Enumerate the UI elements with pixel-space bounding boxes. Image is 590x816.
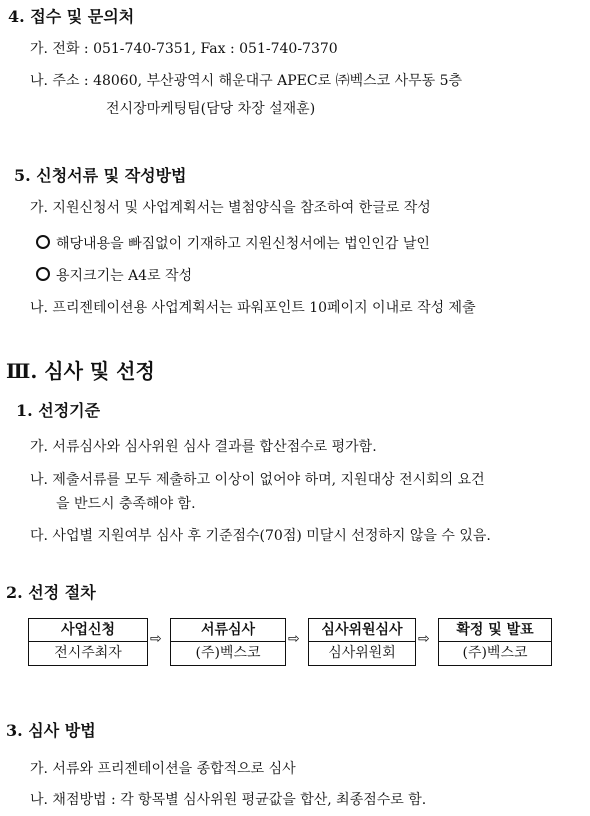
flow-step-3: [308, 618, 416, 666]
flow-step-4-title: 확정 및 발표: [439, 619, 551, 642]
criteria-line-na: 나. 제출서류를 모두 제출하고 이상이 없어야 하며, 지원대상 전시회의 요건: [30, 472, 485, 488]
flow-step-2-title: 서류심사: [171, 619, 285, 642]
method-line-na: 나. 채점방법 : 각 항목별 심사위원 평균값을 합산, 최종점수로 함.: [30, 792, 427, 808]
bullet-item-1-text: 해당내용을 빠짐없이 기재하고 지원신청서에는 법인인감 날인: [56, 236, 430, 252]
flow-step-1-actor: 전시주최자: [54, 645, 122, 661]
review-method-title: 3. 심사 방법: [6, 721, 96, 740]
criteria-line-ga: 가. 서류심사와 심사위원 심사 결과를 합산점수로 평가함.: [30, 439, 377, 455]
right-arrow-icon: ⇨: [288, 631, 300, 647]
right-arrow-icon: ⇨: [150, 631, 162, 647]
address-line: 나. 주소 : 48060, 부산광역시 해운대구 APEC로 ㈜벡스코 사무동 5층: [30, 73, 463, 89]
circle-bullet-icon: [36, 267, 50, 281]
section-5-title: 5. 신청서류 및 작성방법: [14, 166, 187, 185]
flow-step-4-actor: (주)벡스코: [462, 645, 528, 661]
flow-step-2: [170, 618, 286, 666]
flow-step-3-actor: 심사위원회: [328, 645, 396, 661]
selection-procedure-title: 2. 선정 절차: [6, 583, 96, 602]
part-3-title: Ⅲ. 심사 및 선정: [6, 359, 155, 383]
bullet-item-1: [36, 233, 430, 253]
flow-step-1: [28, 618, 148, 666]
circle-bullet-icon: [36, 235, 50, 249]
flow-step-4: [438, 618, 552, 666]
section-4-title: 4. 접수 및 문의처: [8, 7, 135, 26]
phone-line: 가. 전화 : 051-740-7351, Fax : 051-740-7370: [30, 41, 338, 57]
method-line-ga: 가. 서류와 프리젠테이션을 종합적으로 심사: [30, 761, 296, 777]
application-line: 가. 지원신청서 및 사업계획서는 별첨양식을 참조하여 한글로 작성: [30, 200, 431, 216]
bullet-item-2-text: 용지크기는 A4로 작성: [56, 268, 193, 284]
criteria-line-da: 다. 사업별 지원여부 심사 후 기준점수(70점) 미달시 선정하지 않을 수 있음.: [30, 528, 491, 544]
address-line-2: 전시장마케팅팀(담당 차장 설재훈): [106, 101, 316, 117]
flow-step-1-title: 사업신청: [29, 619, 147, 642]
flow-step-2-actor: (주)벡스코: [195, 645, 261, 661]
flow-step-3-title: 심사위원심사: [309, 619, 415, 642]
right-arrow-icon: ⇨: [418, 631, 430, 647]
presentation-line: 나. 프리젠테이션용 사업계획서는 파워포인트 10페이지 이내로 작성 제출: [30, 300, 476, 316]
criteria-line-na-2: 을 반드시 충족해야 함.: [56, 496, 196, 512]
selection-criteria-title: 1. 선정기준: [16, 401, 101, 420]
bullet-item-2: [36, 265, 192, 285]
